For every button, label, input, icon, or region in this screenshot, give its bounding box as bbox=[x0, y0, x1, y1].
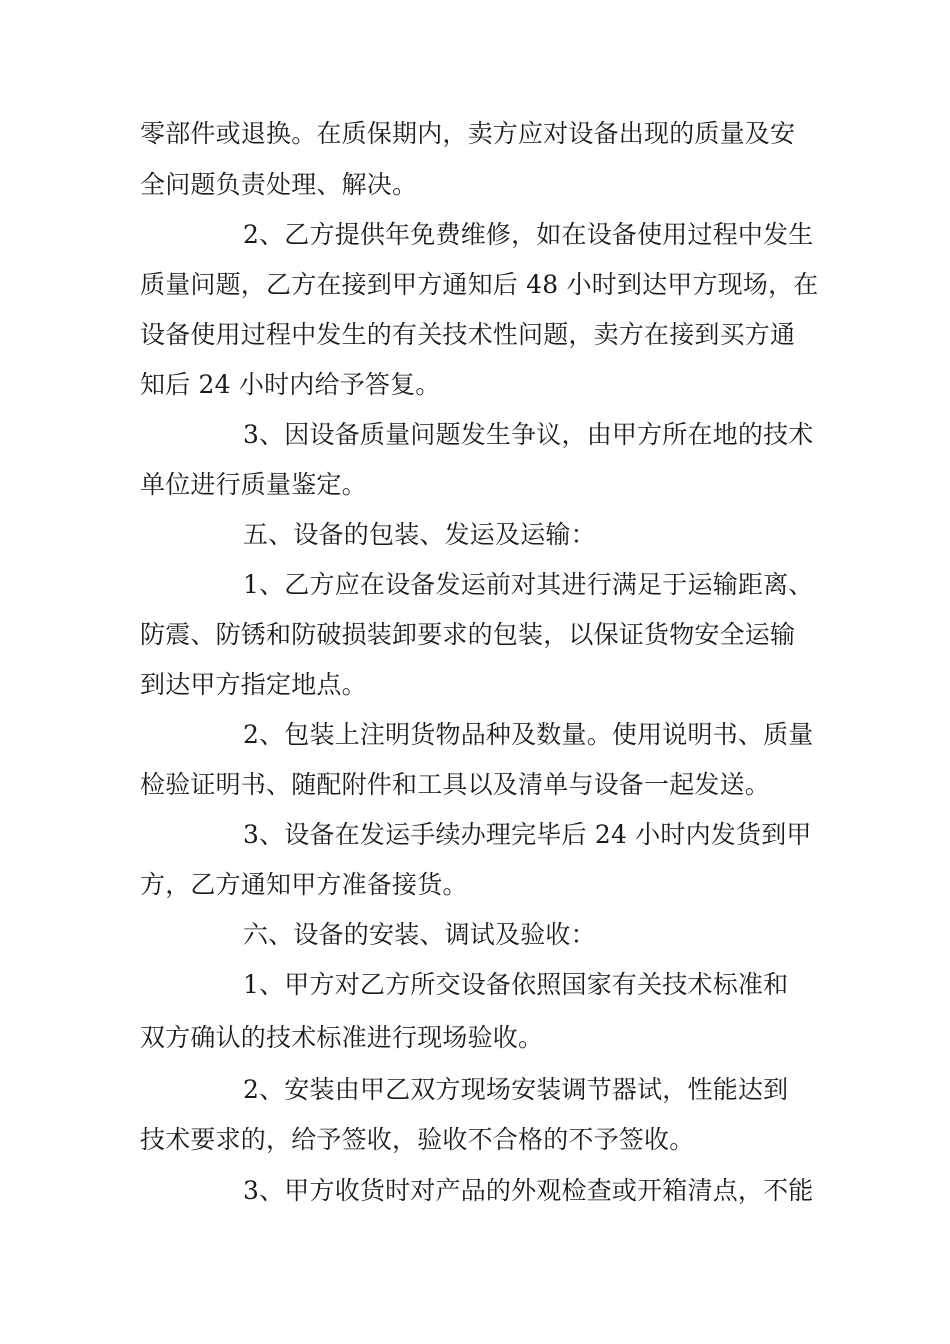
text-line: 3、因设备质量问题发生争议，由甲方所在地的技术 bbox=[243, 420, 814, 449]
text-line: 技术要求的，给予签收，验收不合格的不予签收。 bbox=[140, 1125, 695, 1154]
text-line: 单位进行质量鉴定。 bbox=[140, 470, 367, 499]
text-line: 全问题负责处理、解决。 bbox=[140, 170, 418, 199]
text-line: 知后 24 小时内给予答复。 bbox=[140, 370, 441, 399]
text-line: 防震、防锈和防破损装卸要求的包装，以保证货物安全运输 bbox=[140, 620, 796, 649]
section-heading: 五、设备的包装、发运及运输： bbox=[243, 520, 596, 549]
section-heading: 六、设备的安装、调试及验收： bbox=[243, 920, 596, 949]
text-line: 双方确认的技术标准进行现场验收。 bbox=[140, 1023, 544, 1052]
text-line: 2、乙方提供年免费维修，如在设备使用过程中发生 bbox=[243, 220, 814, 249]
text-line: 方，乙方通知甲方准备接货。 bbox=[140, 870, 468, 899]
text-line: 2、安装由甲乙双方现场安装调节器试，性能达到 bbox=[243, 1075, 789, 1104]
text-line: 3、甲方收货时对产品的外观检查或开箱清点，不能 bbox=[243, 1176, 814, 1205]
text-line: 1、甲方对乙方所交设备依照国家有关技术标准和 bbox=[243, 970, 789, 999]
text-line: 1、乙方应在设备发运前对其进行满足于运输距离、 bbox=[243, 570, 814, 599]
text-line: 设备使用过程中发生的有关技术性问题，卖方在接到买方通 bbox=[140, 320, 796, 349]
text-line: 检验证明书、随配附件和工具以及清单与设备一起发送。 bbox=[140, 770, 771, 799]
text-line: 2、包装上注明货物品种及数量。使用说明书、质量 bbox=[243, 720, 814, 749]
text-line: 质量问题，乙方在接到甲方通知后 48 小时到达甲方现场，在 bbox=[140, 270, 819, 299]
text-line: 到达甲方指定地点。 bbox=[140, 670, 367, 699]
text-line: 零部件或退换。在质保期内，卖方应对设备出现的质量及安 bbox=[140, 119, 796, 148]
text-line: 3、设备在发运手续办理完毕后 24 小时内发货到甲 bbox=[243, 820, 812, 849]
